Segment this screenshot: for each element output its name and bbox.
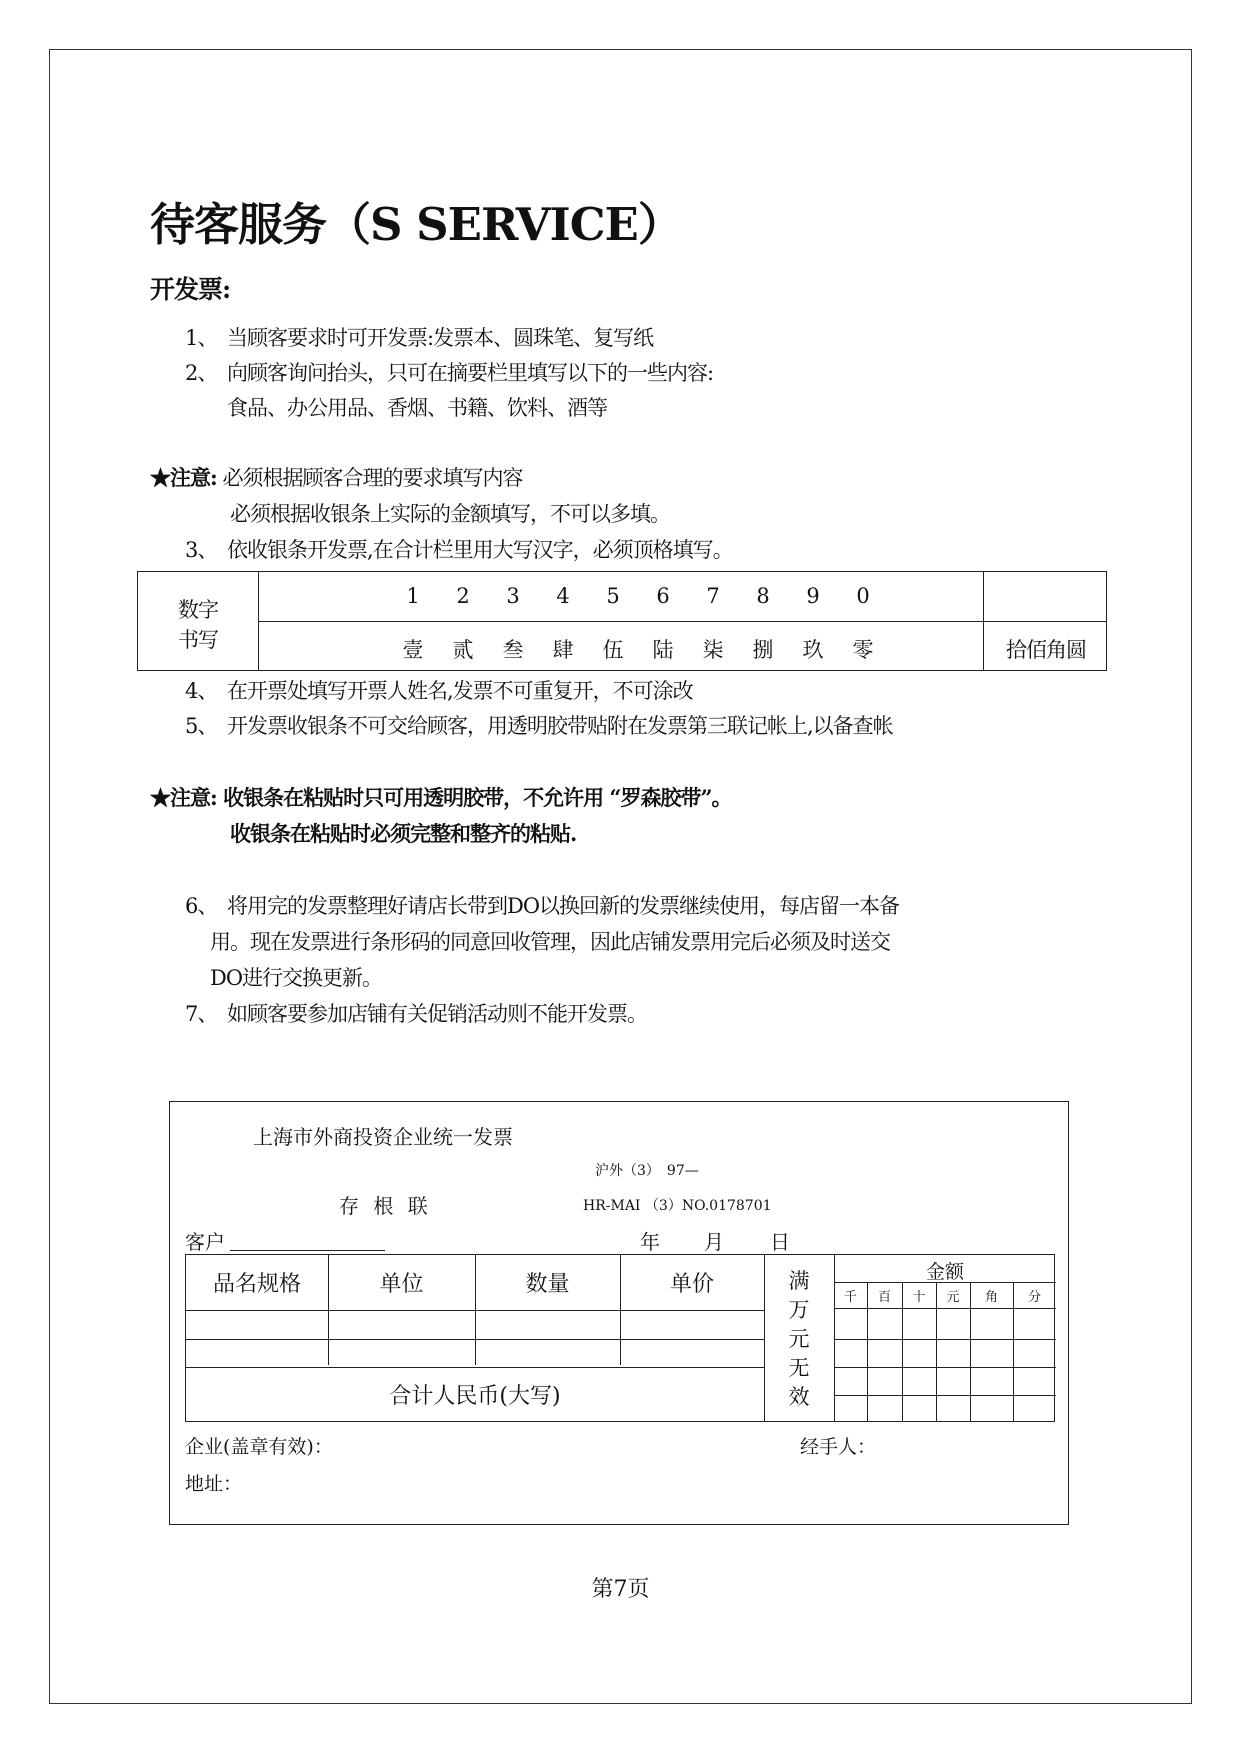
day-label: 日 bbox=[770, 1230, 790, 1254]
handler-label: 经手人： bbox=[800, 1436, 877, 1458]
grid-line bbox=[834, 1395, 1056, 1396]
customer-label: 客户 bbox=[185, 1230, 225, 1254]
invoice-sample bbox=[169, 1101, 1069, 1525]
digit: 8 bbox=[756, 584, 770, 608]
amount-unit: 分 bbox=[1027, 1290, 1041, 1305]
note-continuation: 必须根据收银条上实际的金额填写，不可以多填。 bbox=[230, 502, 670, 526]
void-char: 效 bbox=[788, 1385, 810, 1409]
amount-label: 金额 bbox=[925, 1261, 964, 1283]
digit: 5 bbox=[606, 584, 620, 608]
units-label: 拾佰角圆 bbox=[1006, 638, 1086, 662]
list-item: 6、 将用完的发票整理好请店长带到DO以换回新的发票继续使用，每店留一本备 bbox=[185, 894, 900, 918]
col-qty: 数量 bbox=[525, 1272, 570, 1297]
total-label: 合计人民币(大写) bbox=[389, 1384, 561, 1409]
capital-numeral: 贰 bbox=[452, 638, 474, 662]
address-label: 地址： bbox=[185, 1473, 243, 1495]
note: ★注意: 必须根据顾客合理的要求填写内容 bbox=[150, 465, 523, 490]
digit: 1 bbox=[406, 584, 420, 608]
list-item-continuation: 用。现在发票进行条形码的同意回收管理，因此店铺发票用完后必须及时送交 bbox=[210, 930, 890, 954]
capital-numeral: 玖 bbox=[802, 638, 824, 662]
digit: 2 bbox=[456, 584, 470, 608]
amount-unit: 元 bbox=[946, 1290, 960, 1305]
capital-numeral: 肆 bbox=[552, 638, 574, 662]
invoice-code: 沪外（3） 97— bbox=[595, 1163, 699, 1179]
invoice-serial: HR-MAI （3）NO.0178701 bbox=[583, 1198, 772, 1214]
amount-unit: 百 bbox=[877, 1290, 891, 1305]
capital-numeral: 叁 bbox=[502, 638, 524, 662]
table-label: 数字 bbox=[178, 598, 218, 622]
digit: 3 bbox=[506, 584, 520, 608]
void-char: 无 bbox=[788, 1356, 810, 1380]
invoice-header: 上海市外商投资企业统一发票 bbox=[253, 1125, 513, 1149]
list-item: 1、 当顾客要求时可开发票:发票本、圆珠笔、复写纸 bbox=[185, 326, 654, 350]
list-item-continuation: 食品、办公用品、香烟、书籍、饮料、酒等 bbox=[227, 396, 607, 420]
list-item: 4、 在开票处填写开票人姓名,发票不可重复开，不可涂改 bbox=[185, 679, 693, 703]
customer-underline bbox=[230, 1250, 385, 1251]
invoice-stub: 存 根 联 bbox=[339, 1194, 432, 1218]
amount-unit: 千 bbox=[843, 1290, 857, 1305]
table-label: 书写 bbox=[178, 628, 218, 652]
amount-unit: 角 bbox=[984, 1290, 998, 1305]
company-label: 企业(盖章有效)： bbox=[185, 1436, 333, 1458]
note: ★注意: 收银条在粘贴时只可用透明胶带，不允许用 “罗森胶带”。 bbox=[150, 785, 732, 810]
capital-numeral: 陆 bbox=[652, 638, 674, 662]
grid-line bbox=[834, 1308, 1056, 1309]
note-continuation: 收银条在粘贴时必须完整和整齐的粘贴. bbox=[230, 821, 577, 846]
digit: 0 bbox=[856, 584, 870, 608]
col-unit: 单位 bbox=[379, 1272, 424, 1297]
number-writing-table bbox=[137, 571, 1107, 671]
amount-unit: 十 bbox=[912, 1290, 926, 1305]
page-number: 第7页 bbox=[591, 1577, 650, 1602]
digit: 9 bbox=[806, 584, 820, 608]
grid-line bbox=[834, 1339, 1056, 1340]
void-char: 满 bbox=[788, 1269, 810, 1293]
month-label: 月 bbox=[704, 1230, 724, 1254]
digit: 4 bbox=[556, 584, 570, 608]
digit: 7 bbox=[706, 584, 720, 608]
list-item: 5、 开发票收银条不可交给顾客，用透明胶带贴附在发票第三联记帐上,以备查帐 bbox=[185, 714, 893, 738]
list-item: 2、 向顾客询问抬头，只可在摘要栏里填写以下的一些内容: bbox=[185, 361, 714, 385]
year-label: 年 bbox=[640, 1230, 660, 1254]
capital-numeral: 零 bbox=[852, 638, 874, 662]
capital-numeral: 壹 bbox=[402, 638, 424, 662]
void-char: 元 bbox=[788, 1327, 810, 1351]
col-name: 品名规格 bbox=[212, 1272, 301, 1297]
digit: 6 bbox=[656, 584, 670, 608]
capital-numeral: 柒 bbox=[702, 638, 724, 662]
capital-numeral: 捌 bbox=[752, 638, 774, 662]
void-char: 万 bbox=[788, 1298, 810, 1322]
capital-numeral: 伍 bbox=[602, 638, 624, 662]
invoice-table bbox=[185, 1254, 1055, 1422]
col-price: 单价 bbox=[669, 1272, 714, 1297]
list-item: 7、 如顾客要参加店铺有关促销活动则不能开发票。 bbox=[185, 1002, 647, 1026]
grid-line bbox=[834, 1367, 1056, 1368]
list-item: 3、 依收银条开发票,在合计栏里用大写汉字，必须顶格填写。 bbox=[185, 538, 733, 562]
page-title: 待客服务（S SERVICE） bbox=[150, 198, 682, 251]
section-heading: 开发票: bbox=[150, 275, 231, 304]
list-item-continuation: DO进行交换更新。 bbox=[210, 966, 383, 990]
